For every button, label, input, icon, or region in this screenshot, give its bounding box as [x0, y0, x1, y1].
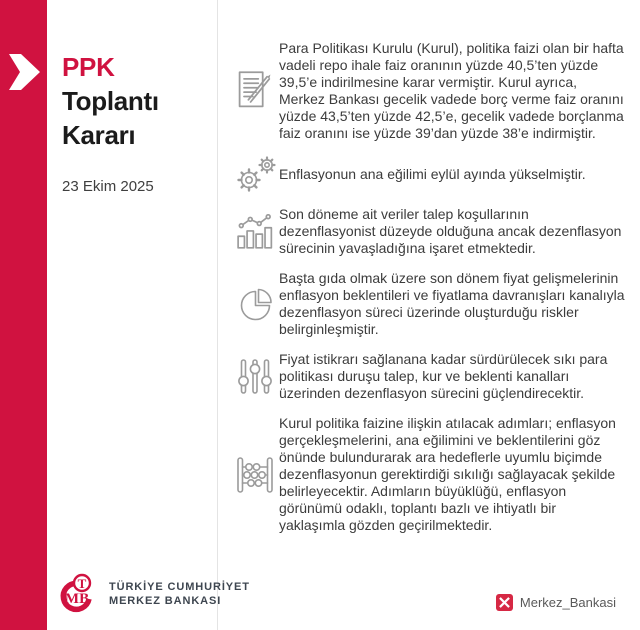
sliders-icon [231, 356, 279, 398]
social-handle-text: Merkez_Bankasi [519, 595, 616, 610]
svg-text:MB: MB [64, 591, 90, 607]
gears-icon [231, 155, 279, 193]
social-handle[interactable] [496, 594, 616, 611]
document-pencil-icon [231, 69, 279, 113]
item-text: Başta gıda olmak üzere son dönem fiyat gelişmelerinin enflasyon beklentileri ve fiyatlama davranışları kanalıyla dezenflasyon süreci üzerinde oluşturduğu riskler belirginleşmiştir. [279, 270, 625, 337]
abacus-icon [231, 454, 279, 496]
bank-name-line2: MERKEZ BANKASI [109, 595, 222, 607]
title-block [62, 50, 212, 195]
decision-items [231, 40, 625, 547]
tcmb-emblem-icon [56, 572, 100, 616]
list-item [231, 40, 625, 142]
list-item [231, 351, 625, 402]
item-text: Enflasyonun ana eğilimi eylül ayında yükselmiştir. [279, 165, 586, 182]
item-text: Para Politikası Kurulu (Kurul), politika faizi olan bir hafta vadeli repo ihale faiz oranının yüzde 40,5’ten yüzde 39,5’e indirilmesine karar vermiştir. Kurul ayrıca, Merkez Bankası gecelik vadede borç verme faiz oranını yüzde 43,5’ten yüzde 42,5’e, gecelik vadede borçlanma faiz oranını ise yüzde 39’dan yüzde 38’e indirmiştir. [279, 40, 624, 141]
page-title-ppk: PPK [62, 52, 115, 82]
vertical-divider [217, 0, 218, 630]
item-text: Kurul politika faizine ilişkin atılacak adımları; enflasyon gerçekleşmelerini, ana eğilimini ve beklentilerini göz önünde bulundurarak ara hedeflerle uyumlu biçimde dezenflasyonun gerektirdiği sıkılığı sağlayacak şekilde belirleyecektir. Adımların büyüklüğü, enflasyon görünümü odaklı, toplantı bazlı ve ihtiyatlı bir yaklaşımla gözden geçirilmektedir. [279, 415, 616, 533]
list-item [231, 270, 625, 338]
page-title-line2: Toplantı [62, 86, 159, 116]
bar-chart-icon [231, 214, 279, 250]
list-item [231, 415, 625, 534]
item-text: Son döneme ait veriler talep koşullarının dezenflasyonist düzeyde olduğuna ancak dezenflasyon sürecinin yavaşladığına işaret etmektedir. [279, 206, 622, 256]
item-text: Fiyat istikrarı sağlanana kadar sürdürülecek sıkı para politikası duruşu talep, kur ve beklenti kanalları üzerinden dezenflasyon sürecini güçlendirecektir. [279, 351, 608, 401]
list-item [231, 206, 625, 257]
meeting-date: 23 Ekim 2025 [62, 178, 154, 195]
pie-chart-icon [231, 285, 279, 323]
list-item [231, 155, 625, 193]
chevron-arrow-icon [9, 54, 40, 90]
bank-name-line1: TÜRKİYE CUMHURİYET [109, 581, 250, 593]
left-accent-bar [0, 0, 47, 630]
svg-text:T: T [77, 576, 87, 591]
x-twitter-icon [496, 594, 513, 611]
page-title-line3: Kararı [62, 120, 136, 150]
tcmb-logo [56, 572, 250, 616]
